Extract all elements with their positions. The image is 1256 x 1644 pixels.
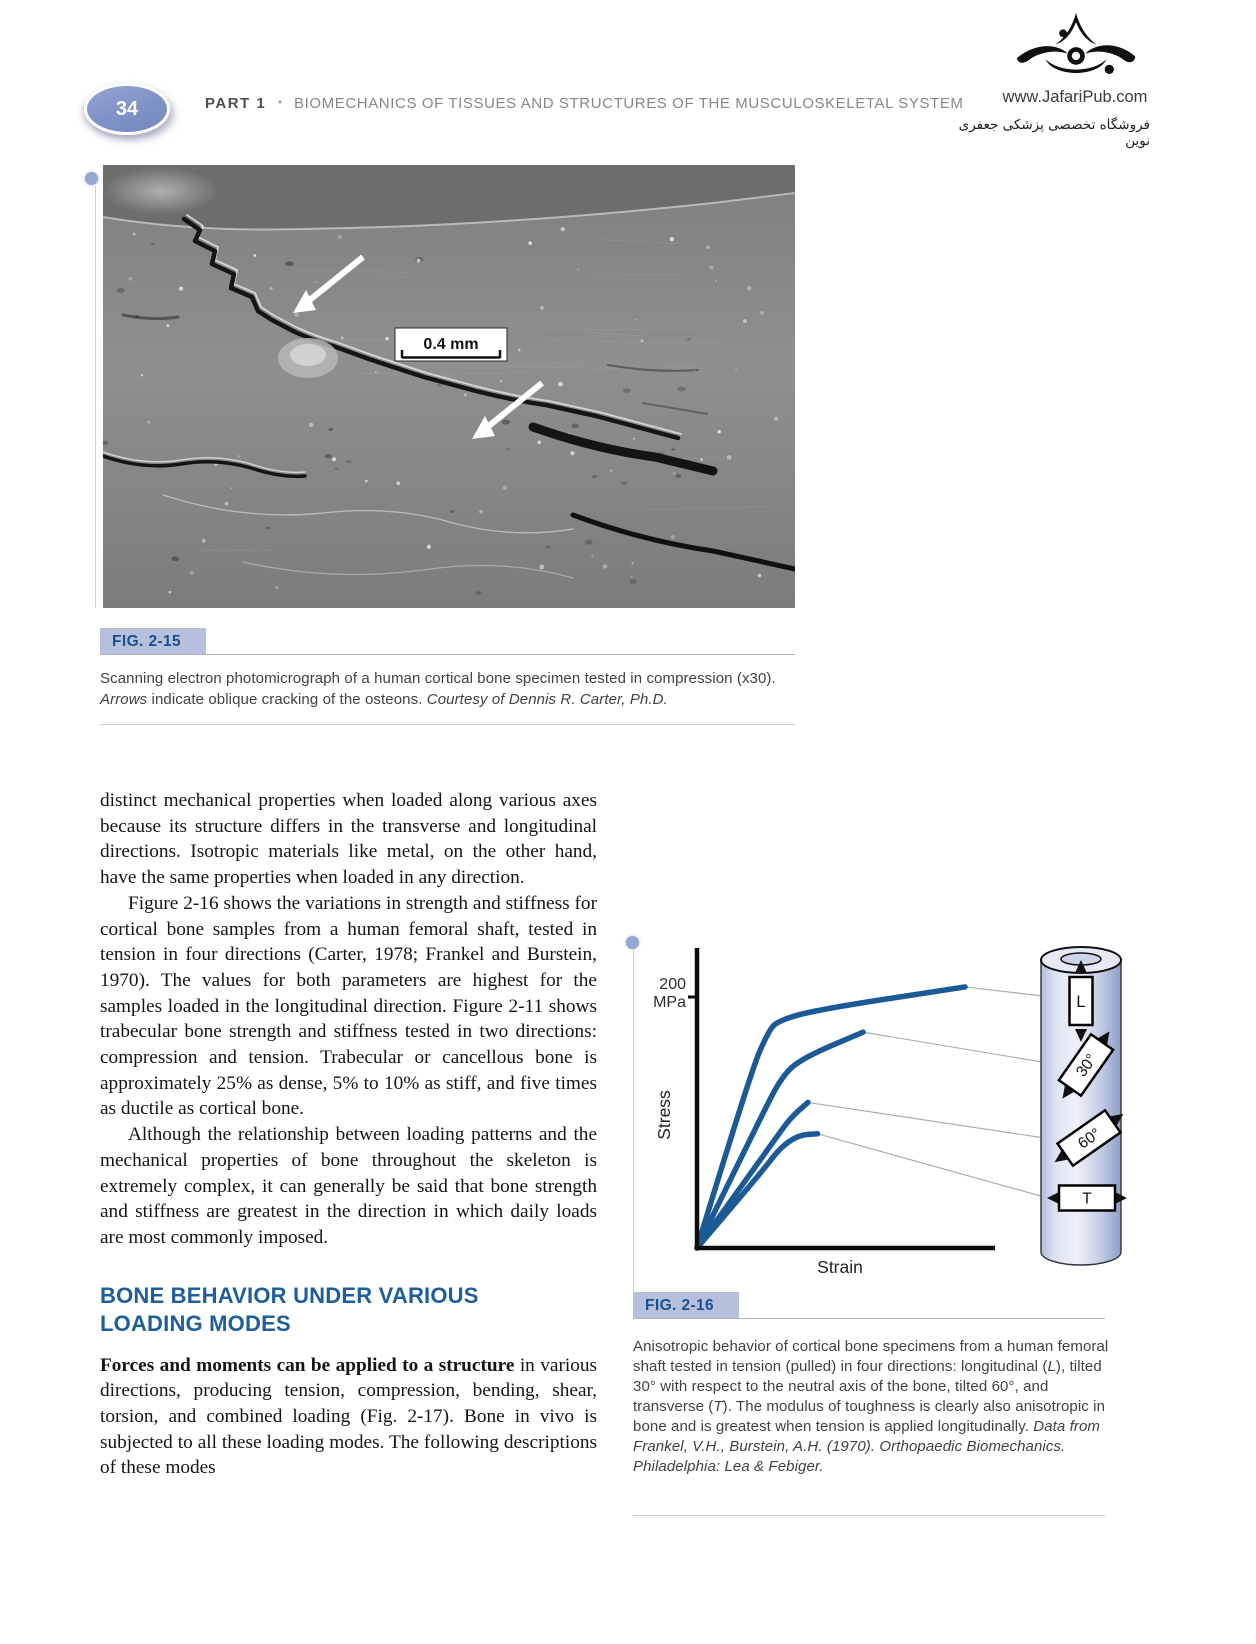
sem-fleck (190, 571, 194, 575)
sem-fleck (528, 241, 532, 245)
caption-text: Scanning electron photomicrograph of a human cortical bone specimen tested in compression (x30). (100, 670, 776, 687)
sem-fleck (610, 469, 613, 472)
sem-bright-mound-core (290, 344, 326, 366)
sem-fleck (231, 487, 233, 489)
scale-bar (395, 328, 507, 361)
caption-credit: Courtesy of Dennis R. Carter, Ph.D. (426, 691, 668, 708)
sem-fleck (148, 421, 151, 424)
sem-fleck (727, 455, 732, 460)
sem-fleck (715, 280, 717, 282)
sem-fleck (427, 545, 431, 549)
sem-fleck (396, 481, 400, 485)
specimen-label-T: T (1082, 1190, 1092, 1208)
page-number: 34 (115, 97, 139, 120)
figure-rule (100, 654, 795, 655)
caption-text: Anisotropic behavior of cortical bone specimens from a human femoral shaft tested in tension (pulled) in four directions: longitudinal ( (633, 1338, 1109, 1375)
sem-pore (450, 510, 455, 513)
sem-fleck (673, 472, 676, 475)
sem-fleck (270, 287, 273, 290)
figure-2-16-label (633, 1292, 739, 1319)
sem-fleck (141, 374, 143, 376)
section-heading: BONE BEHAVIOR UNDER VARIOUS LOADING MODES (100, 1282, 479, 1336)
sem-fleck (709, 266, 713, 270)
specimen-label-60: 60° (1075, 1125, 1105, 1153)
sem-fleck (760, 311, 764, 315)
publisher-tagline: فروشگاه تخصصی پزشکی جعفری نوین (958, 117, 1150, 149)
sem-pore (171, 556, 179, 561)
running-head (205, 95, 1005, 112)
sem-fleck (479, 510, 483, 514)
specimen-label-L: L (1076, 992, 1086, 1011)
sem-fleck (635, 319, 637, 321)
sem-fleck (735, 368, 737, 370)
connector-line (818, 1134, 1048, 1198)
sem-fleck (133, 233, 136, 236)
sem-pore (623, 388, 631, 393)
sem-fleck (670, 237, 674, 241)
paragraph: distinct mechanical properties when loaded along various axes because its structure differs in the transverse and longitudinal directions. Isotropic materials like metal, on the other hand, have the same properties when loaded in any direction. (100, 790, 597, 889)
sem-pore (325, 454, 332, 458)
sem-fleck (500, 380, 502, 382)
x-axis-label: Strain (817, 1257, 863, 1277)
sem-fleck (338, 235, 342, 239)
specimen-T (1047, 1186, 1127, 1211)
sem-fleck (537, 440, 541, 444)
sem-fleck (341, 336, 344, 339)
figure-anchor-dot (626, 936, 639, 949)
specimen-label-30: 30° (1073, 1051, 1101, 1081)
sem-pore (585, 540, 593, 545)
sem-pore (671, 448, 675, 450)
figure-2-16-caption (633, 1337, 1111, 1477)
sem-fleck (743, 319, 747, 323)
y-tick-label-mpa: MPa (653, 994, 686, 1011)
sem-pore (506, 448, 510, 450)
sem-fleck (700, 458, 703, 461)
sem-photomicrograph (103, 165, 795, 608)
bone-cylinder-diagram (1041, 947, 1131, 1265)
sem-pore (687, 338, 690, 340)
caption-text: ). The modulus of toughness is clearly also anisotropic in bone and is greatest when tension is applied longitudinally. (633, 1398, 1106, 1435)
part-title: BIOMECHANICS OF TISSUES AND STRUCTURES OF THE MUSCULOSKELETAL SYSTEM (294, 95, 964, 112)
sem-fleck (385, 337, 389, 341)
sem-fleck (633, 438, 635, 440)
sem-pore (621, 481, 627, 485)
caption-text: ), tilted 30° with respect to the neutral axis of the bone, tilted 60°, and transverse ( (633, 1358, 1102, 1415)
figure-label-text: FIG. 2-16 (645, 1296, 715, 1314)
sem-glow (103, 167, 219, 215)
sem-pore (266, 527, 270, 530)
sem-fleck (309, 423, 314, 428)
sem-fleck (706, 245, 710, 249)
paragraph: Figure 2-16 shows the variations in strength and stiffness for cortical bone samples from a human femoral shaft, tested in tension in four directions (Carter, 1978; Frankel and Burstein, 1970). The values for both parameters are highest for the samples loaded in the longitudinal direction. Figure 2-11 shows trabecular bone strength and stiffness tested in two directions: compression and tension. Trabecular or cancellous bone is approximately 25% as dense, 5% to 10% as stiff, and five times as ductile as cortical bone. (100, 892, 597, 1120)
stress-strain-curve-L (longitudinal) (697, 987, 965, 1248)
sem-fleck (365, 480, 368, 483)
sem-fleck (747, 286, 752, 291)
caption-italic: L (1047, 1358, 1056, 1375)
sem-streak (196, 550, 274, 551)
sem-fleck (276, 586, 278, 588)
paragraph (100, 1353, 597, 1482)
figure-2-15-label (100, 628, 206, 655)
sem-pore (502, 420, 510, 425)
sem-fleck (295, 313, 299, 317)
figure-anchor-dot (85, 172, 98, 185)
sem-fleck (179, 287, 183, 291)
caption-credit: Data from Frankel, V.H., Burstein, A.H. (1970). Orthopaedic Biomechanics. Philadelphia: Lea & Febiger. (633, 1418, 1101, 1475)
sem-fleck (518, 349, 521, 352)
caption-italic: Arrows (100, 691, 148, 708)
sem-fleck (570, 451, 574, 455)
sem-pore (335, 468, 338, 470)
figure-rule (633, 1318, 1105, 1319)
sem-fleck (375, 371, 377, 373)
stress-strain-curves (697, 987, 965, 1248)
sem-fleck (166, 324, 169, 327)
sem-pore (346, 460, 351, 463)
sem-pore (116, 288, 125, 293)
figure-margin-rule (633, 950, 634, 1292)
publisher-url: www.JafariPub.com (1002, 88, 1148, 106)
caption-text: indicate oblique cracking of the osteons. (147, 691, 427, 708)
sem-fleck (558, 382, 563, 387)
sem-fleck (202, 539, 206, 543)
paragraph: Although the relationship between loading patterns and the mechanical properties of bone throughout the skeleton is extremely complex, it can generally be said that bone strength and stiffness are greatest in the direction in which daily loads are most commonly imposed. (100, 1124, 597, 1248)
sem-surface (103, 165, 795, 608)
sem-fleck (591, 555, 593, 557)
sem-pore (629, 579, 637, 584)
sem-fleck (502, 486, 507, 491)
sem-fleck (168, 591, 171, 594)
sem-fleck (577, 268, 579, 270)
y-tick-label-200: 200 (659, 976, 686, 993)
sem-fleck (464, 393, 467, 396)
stress-strain-figure (640, 935, 1140, 1280)
sem-fleck (539, 565, 544, 570)
sem-pore (677, 387, 686, 392)
figure-margin-rule (95, 186, 96, 608)
text-column-left (100, 788, 597, 1481)
sem-fleck (758, 574, 762, 578)
connector-line (863, 1032, 1060, 1065)
sem-fleck (332, 457, 336, 461)
sem-fleck (718, 430, 721, 433)
sem-fleck (254, 254, 257, 257)
page-number-badge (84, 83, 170, 135)
sem-fleck (237, 455, 239, 457)
figure-label-text: FIG. 2-15 (112, 632, 182, 650)
sem-pore (329, 428, 334, 431)
sem-pore (437, 384, 441, 387)
sem-fleck (561, 227, 565, 231)
scale-bar-label: 0.4 mm (423, 336, 479, 353)
part-label: PART 1 (205, 95, 267, 112)
sem-pore (151, 243, 155, 245)
sem-pore (675, 474, 681, 477)
sem-fleck (225, 502, 229, 506)
sem-fleck (774, 417, 778, 421)
header-bullet-icon: • (277, 95, 283, 109)
connector-lines (808, 987, 1069, 1198)
sem-fleck (630, 576, 632, 578)
connector-line (808, 1102, 1058, 1140)
sem-streak (588, 274, 682, 275)
caption-italic: T (713, 1398, 723, 1415)
publisher-logo-icon (1010, 12, 1142, 86)
paragraph-text: in various directions, producing tension, compression, bending, shear, torsion, and combined loading (Fig. 2-17). Bone in vivo is subjected to all these loading modes. The following descriptions of these modes (100, 1354, 598, 1479)
figure-bottom-rule (633, 1515, 1105, 1516)
sem-fleck (129, 277, 133, 281)
figure-bottom-rule (100, 724, 795, 725)
sem-pore (592, 475, 597, 478)
figure-2-15-caption (100, 668, 802, 710)
sem-fleck (603, 564, 608, 569)
bold-lead: Forces and moments can be applied to a structure (100, 1354, 515, 1376)
sem-fleck (540, 306, 544, 310)
y-axis-label: Stress (654, 1090, 674, 1140)
sem-pore (571, 423, 579, 428)
sem-fleck (315, 281, 317, 283)
sem-pore (546, 546, 551, 549)
sem-pore (476, 591, 482, 594)
sem-pore (285, 261, 293, 266)
sem-fleck (417, 259, 421, 263)
sem-fleck (671, 535, 675, 539)
sem-fleck (631, 562, 633, 564)
